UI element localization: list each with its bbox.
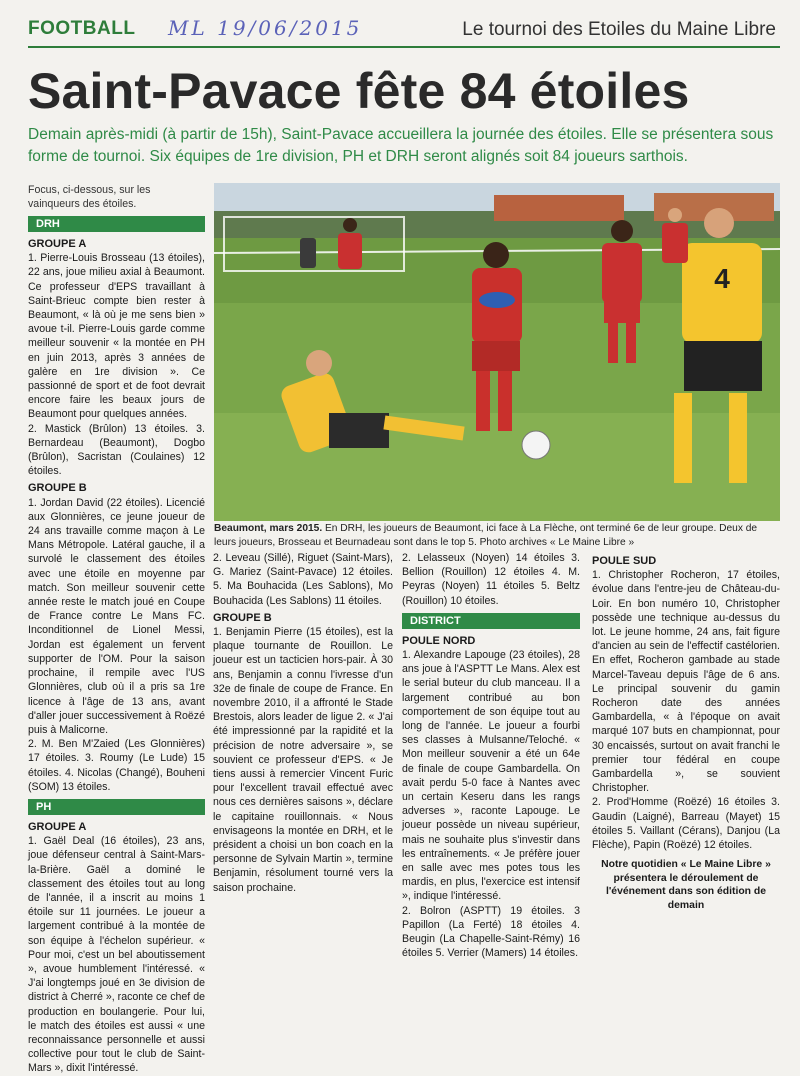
section-label: FOOTBALL bbox=[28, 18, 136, 39]
headline: Saint-Pavace fête 84 étoiles bbox=[28, 63, 690, 119]
ranking-paragraph: 2. Prod'Homme (Roëzé) 16 étoiles 3. Gaudin (Laigné), Barreau (Mayet) 15 étoiles 5. Vaillant (Cérans), Danjou (La Flèche), Papin (Roëzé) 12 étoiles. bbox=[592, 796, 780, 852]
band-ph: PH bbox=[28, 799, 205, 815]
group-title: GROUPE A bbox=[28, 238, 87, 250]
band-drh: DRH bbox=[28, 216, 205, 232]
article-paragraph: 1. Pierre-Louis Brosseau (13 étoiles), 22 ans, joue milieu axial à Beaumont. Ce professeur d'EPS travaillant à Saint-Brieuc compte bien rester à Beaumont, « là où je me sens bien » avoue t-il. Pierre-Louis garde comme meilleur souvenir « la montée en PH en juin 2013, après 3 années de galère en 1re division ». Ce passionné de sport et de foot devrait encore faire les beaux jours de Beaumont pour quelques années. bbox=[28, 252, 205, 421]
group-title: POULE SUD bbox=[592, 555, 657, 567]
ranking-paragraph: 2. Mastick (Brûlon) 13 étoiles. 3. Bernardeau (Beaumont), Dogbo (Brûlon), Sacristan (Coulaines) 12 étoiles. bbox=[28, 422, 205, 478]
match-photo bbox=[214, 183, 780, 521]
photo-caption bbox=[214, 522, 780, 549]
article-paragraph: 1. Benjamin Pierre (15 étoiles), est la plaque tournante de Rouillon. Le joueur est un tacticien hors-pair. À 30 ans, Benjamin a connu l'ivresse d'un 32e de finale de coupe de France. En novembre 2010, il a affronté le Stade Brestois, alors leader de ligue 2. « J'ai été impressionné par la rapidité et la précision de notre adversaire », se souvient ce professeur d'EPS. « Je tiens aussi à remercier Vincent Furic pour l'excellent travail effectué avec nous ces dernières saisons », déclare le capitaine rouillonnais. « Nous envisageons la montée en DRH, et le président a choisi un bon coach en la personne de Sylvain Martin », termine Benjamin, résolument tourné vers la saison prochaine. bbox=[213, 626, 393, 894]
article-paragraph: 1. Alexandre Lapouge (23 étoiles), 28 ans joue à l'ASPTT Le Mans. Alex est le serial buteur du club manceau. Il a largement contribué au bon comportement de son équipe tout au long de l'année. Le joueur a fourbi ses classes à Mulsanne/Teloché. « Mon meilleur souvenir a été un 64e de finale de coupe Gambardella. On avait perdu 5-0 face à Nantes avec un certain Keseru dans les rangs adverses », raconte Lapouge. Le joueur possède un niveau supérieur, mais ne souhaite plus s'investir dans les entraînements. « Je préfère jouer en salle avec mes potes tous les mardis, en plus, l'exercice est intensif », indique l'intéressé. bbox=[402, 649, 580, 903]
ranking-paragraph: 2. Leveau (Sillé), Riguet (Saint-Mars), G. Mariez (Saint-Pavace) 12 étoiles. 5. Ma Bouhacida (Les Sablons), Mo Bouhacida (Les Sablons) 11 étoiles. bbox=[213, 552, 393, 607]
ranking-paragraph: 2. Bolron (ASPTT) 19 étoiles. 3 Papillon (La Ferté) 18 étoiles 4. Beugin (La Chapelle-Saint-Rémy) 16 étoiles 5. Verrier (Mamers) 14 étoiles. bbox=[402, 904, 580, 960]
article-paragraph: 1. Gaël Deal (16 étoiles), 23 ans, joue défenseur central à Saint-Mars-la-Brière. Gaël a dominé le classement des étoiles tout au long de l'année, il a inscrit au moins 1 étoile sur 11 journées. Le joueur a largement contribué à la montée de son équipe à l'échelon supérieur. « Pour moi, c'est un bel aboutissement », avoue humblement l'intéressé. « J'ai longtemps joué en 3e division de district à Cherré », raconte ce chef de production en boulangerie. Pour lui, le match des étoiles est aussi « une reconnaissance personnelle et aussi collective pour tout le club de Saint-Mars », dixit l'intéressé. bbox=[28, 835, 205, 1075]
section-header bbox=[28, 14, 780, 48]
svg-text:4: 4 bbox=[714, 263, 730, 294]
endnote: Notre quotidien « Le Maine Libre » présentera le déroulement de l'événement dans son édition de demain bbox=[601, 859, 771, 911]
ranking-paragraph: 2. M. Ben M'Zaied (Les Glonnières) 17 étoiles. 3. Roumy (Le Lude) 15 étoiles. 4. Nicolas (Changé), Bouheni (SOM) 13 étoiles. bbox=[28, 738, 205, 793]
article-paragraph: 1. Christopher Rocheron, 17 étoiles, évolue dans l'entre-jeu de Château-du-Loir. En bon numéro 10, Christopher possède une technique au-dessus du lot. Le jeune homme, 24 ans, fait figure d'ancien au sein de l'effectif castélorien. En effet, Rocheron gambade au stade Marcel-Taveau depuis l'âge de 6 ans. Le principal souvenir du gamin Rocheron date des années Gambardella, « à l'époque on avait marqué 107 buts en championnat, pour 30 encaissés, surtout on avait franchi le premier tour fédéral en coupe Gambardella », se souvient Christopher. bbox=[592, 569, 780, 795]
handwritten-date-note: ML 19/06/2015 bbox=[168, 16, 363, 40]
caption-lead: Beaumont, mars 2015. bbox=[214, 523, 323, 534]
column-2 bbox=[213, 551, 393, 894]
caption-text: En DRH, les joueurs de Beaumont, ici face à La Flèche, ont terminé 6e de leur groupe. Deux de leurs joueurs, Brosseau et Beurnadeau sont dans le top 5. Photo archives « Le Maine Libre » bbox=[214, 523, 758, 548]
group-title: GROUPE A bbox=[28, 820, 87, 833]
band-district: DISTRICT bbox=[402, 613, 580, 629]
group-title: POULE NORD bbox=[402, 634, 476, 647]
football-ball bbox=[522, 431, 550, 459]
group-title: GROUPE B bbox=[28, 482, 87, 495]
column-3 bbox=[402, 551, 580, 960]
group-title: GROUPE B bbox=[213, 611, 272, 624]
ranking-paragraph: 2. Lelasseux (Noyen) 14 étoiles 3. Bellion (Rouillon) 12 étoiles 4. M. Peyras (Noyen) 11 étoiles 5. Beltz (Rouillon) 10 étoiles. bbox=[402, 552, 580, 607]
rubric-title: Le tournoi des Etoiles du Maine Libre bbox=[462, 19, 776, 40]
article-paragraph: 1. Jordan David (22 étoiles). Licencié aux Glonnières, ce jeune joueur de 24 ans travaille comme maçon à Le Mans Métropole. Latéral gauche, il a survolé le classement des étoiles avec une étoile en moyenne par match. Son meilleur souvenir cette année reste le match joué en Coupe de France contre Le Mans FC. Inconditionnel de Lionel Messi, Jordan est également un fervent supporter de l'OM. Pour la saison prochaine, il rempile avec l'US Glonnières, club où il a pris sa 1re licence à l'âge de 13 ans, avant d'aller jouer successivement à Roëzé puis à Malicorne. bbox=[28, 496, 205, 736]
standfirst: Demain après-midi (à partir de 15h), Saint-Pavace accueillera la journée des étoiles. Elle se présentera sous forme de tournoi. Six équipes de 1re division, PH et DRH seront alignés soit 84 joueurs sarthois. bbox=[28, 126, 774, 165]
column-4 bbox=[592, 551, 780, 912]
column-1 bbox=[28, 183, 205, 1075]
intro-text: Focus, ci-dessous, sur les vainqueurs des étoiles. bbox=[28, 184, 151, 210]
match-photo-illustration bbox=[214, 183, 780, 521]
